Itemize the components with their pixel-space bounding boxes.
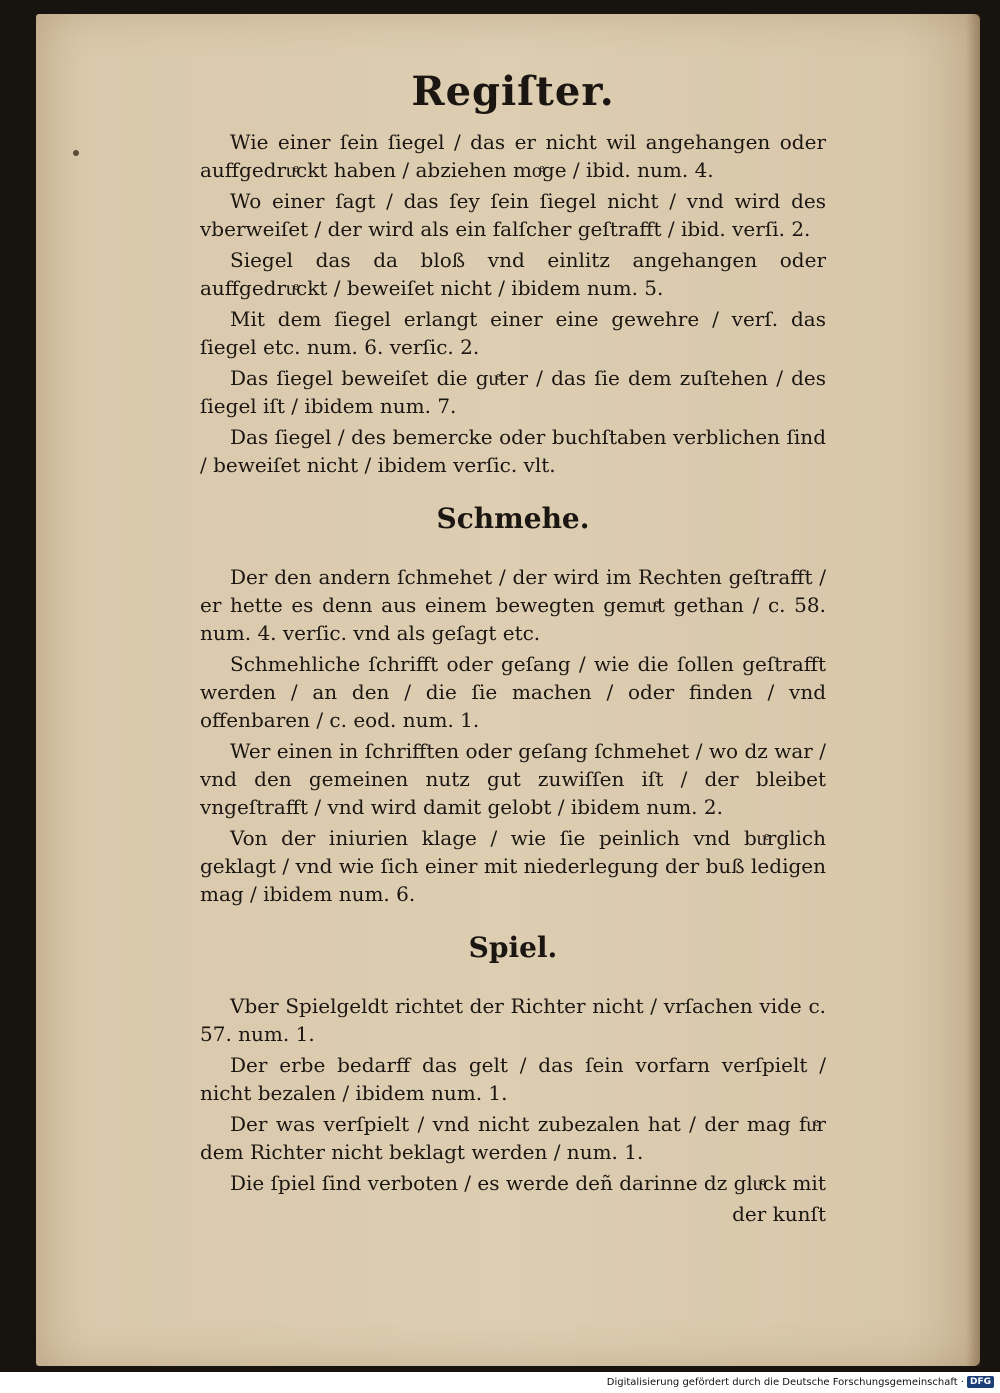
dfg-logo-icon: DFG [967, 1376, 994, 1388]
heading-spiel: Spiel. [468, 931, 558, 964]
schmehe-entry: Schmehliche ſchrifft oder geſang / wie die ſollen geſtrafft werden / an den / die ſie machen / oder finden / vnd offenbaren / c. eod. num. 1. [200, 652, 826, 732]
register-entry: Das ſiegel / des bemercke oder buchſtaben verblichen ſind / beweiſet nicht / ibidem verſic. vlt. [200, 425, 826, 477]
page-text-block [200, 62, 826, 1228]
spiel-entry: Der erbe bedarff das gelt / das ſein vorfarn verſpielt / nicht bezalen / ibidem num. 1. [200, 1053, 826, 1105]
register-entry: Siegel das da bloß vnd einlitz angehangen oder auffgedruͤckt / beweiſet nicht / ibidem num. 5. [200, 248, 826, 300]
spiel-entry: Der was verſpielt / vnd nicht zubezalen hat / der mag fuͤr dem Richter nicht beklagt werden / num. 1. [200, 1112, 826, 1164]
schmehe-entry: Der den andern ſchmehet / der wird im Rechten geſtrafft / er hette es denn aus einem bewegten gemuͤt gethan / c. 58. num. 4. verſic. vnd als geſagt etc. [200, 565, 826, 645]
register-entry: Mit dem ſiegel erlangt einer eine gewehre / verſ. das ſiegel etc. num. 6. verſic. 2. [200, 307, 826, 359]
digitization-footer [607, 1376, 994, 1388]
heading-schmehe: Schmehe. [436, 502, 590, 535]
catchword: der kunſt [732, 1202, 826, 1226]
register-entry: Das ſiegel beweiſet die guͤter / das ſie dem zuſtehen / des ſiegel iſt / ibidem num. 7. [200, 366, 826, 418]
footer-text: Digitalisierung gefördert durch die Deutsche Forschungsgemeinschaft · [606, 1376, 964, 1388]
heading-register: Regiſter. [411, 68, 615, 115]
page-edge-shadow [966, 14, 980, 1366]
schmehe-entry: Von der iniurien klage / wie ſie peinlich vnd buͤrglich geklagt / vnd wie ſich einer mit niederlegung der buß ledigen mag / ibidem num. 6. [200, 826, 826, 906]
spiel-entry: Die ſpiel ſind verboten / es werde deñ darinne dz gluͤck mit [230, 1171, 826, 1195]
register-entry: Wie einer ſein ſiegel / das er nicht wil angehangen oder auffgedruͤckt haben / abziehen moͤge / ibid. num. 4. [200, 130, 826, 182]
register-entry: Wo einer ſagt / das ſey ſein ſiegel nicht / vnd wird des vberweiſet / der wird als ein falſcher geſtrafft / ibid. verſi. 2. [200, 189, 826, 241]
ink-spot [73, 150, 79, 156]
spiel-entry: Vber Spielgeldt richtet der Richter nicht / vrſachen vide c. 57. num. 1. [200, 994, 826, 1046]
schmehe-entry: Wer einen in ſchrifften oder geſang ſchmehet / wo dz war / vnd den gemeinen nutz gut zuwiſſen iſt / der bleibet vngeſtrafft / vnd wird damit gelobt / ibidem num. 2. [200, 739, 826, 819]
